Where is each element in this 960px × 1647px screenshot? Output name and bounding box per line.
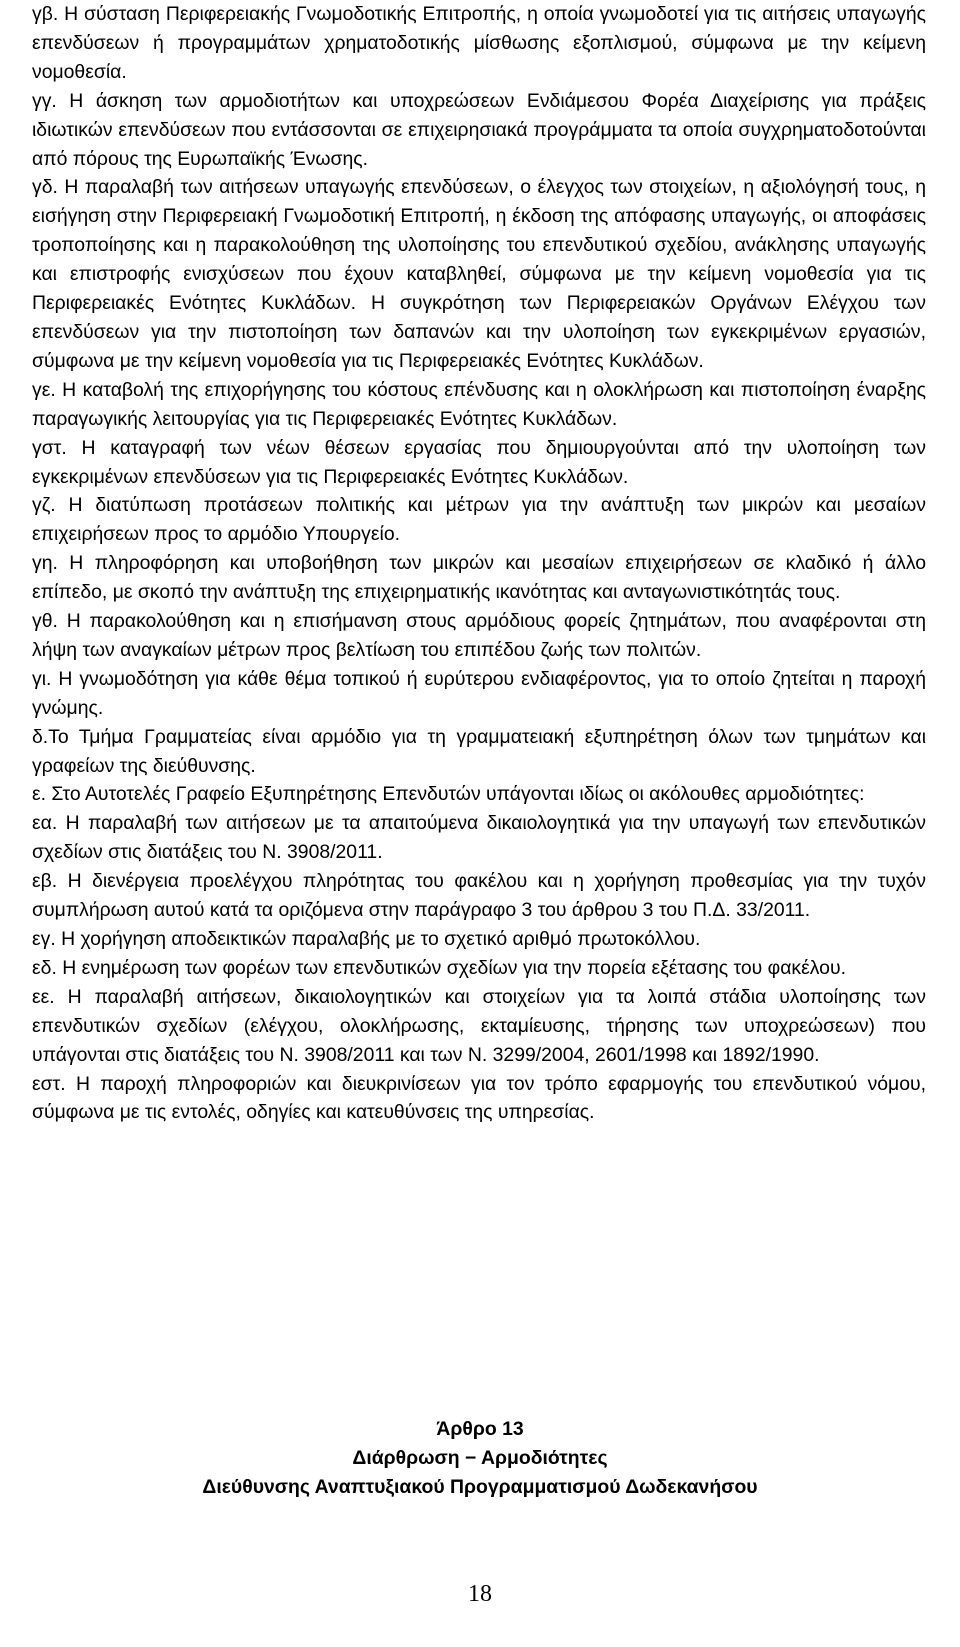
- paragraph-ed: εδ. Η ενημέρωση των φορέων των επενδυτικών σχεδίων για την πορεία εξέτασης του φακέλου.: [32, 956, 846, 979]
- paragraph-est: εστ. Η παροχή πληροφοριών και διευκρινίσεων για τον τρόπο εφαρμογής του επενδυτικού νόμου, σύμφωνα με τις εντολές, οδηγίες και κατευθύνσεις της υπηρεσίας.: [32, 1072, 926, 1124]
- article-heading: [0, 1415, 960, 1502]
- paragraph-gst: γστ. Η καταγραφή των νέων θέσεων εργασίας που δημιουργούνται από την υλοποίηση των εγκεκριμένων επενδύσεων για τις Περιφερειακές Ενότητες Κυκλάδων.: [32, 436, 926, 488]
- paragraph-ea: εα. Η παραλαβή των αιτήσεων με τα απαιτούμενα δικαιολογητικά για την υπαγωγή των επενδυτικών σχεδίων στις διατάξεις του Ν. 3908/2011.: [32, 812, 926, 864]
- paragraph-gg: γγ. Η άσκηση των αρμοδιοτήτων και υποχρεώσεων Ενδιάμεσου Φορέα Διαχείρισης για πράξεις ιδιωτικών επενδύσεων που εντάσσονται σε επιχειρησιακά προγράμματα τα οποία συγχρηματοδοτούνται από πόρους της Ευρωπαϊκής Ένωσης.: [32, 89, 926, 170]
- paragraph-gi: γι. Η γνωμοδότηση για κάθε θέμα τοπικού ή ευρύτερου ενδιαφέροντος, για το οποίο ζητείται η παροχή γνώμης.: [32, 667, 926, 719]
- paragraph-gth: γθ. Η παρακολούθηση και η επισήμανση στους αρμόδιους φορείς ζητημάτων, που αναφέρονται στη λήψη των αναγκαίων μέτρων προς βελτίωση του επιπέδου ζωής των πολιτών.: [32, 610, 926, 661]
- paragraph-gd: γδ. Η παραλαβή των αιτήσεων υπαγωγής επενδύσεων, ο έλεγχος των στοιχείων, η αξιολόγησή τους, η εισήγηση στην Περιφερειακή Γνωμοδοτική Επιτροπή, η έκδοση της απόφασης υπαγωγής, οι αποφάσεις τροποποίησης και η παρακολούθηση της υλοποίησης του επενδυτικού σχεδίου, ανάκλησης υπαγωγής και επιστροφής ενισχύσεων που έχουν καταβληθεί, σύμφωνα με την κείμενη νομοθεσία για τις Περιφερειακές Ενότητες Κυκλάδων. Η συγκρότηση των Περιφερειακών Οργάνων Ελέγχου των επενδύσεων για την πιστοποίηση των δαπανών και την υλοποίηση των εγκεκριμένων εργασιών, σύμφωνα με την κείμενη νομοθεσία για τις Περιφερειακές Ενότητες Κυκλάδων.: [32, 176, 926, 372]
- paragraph-gz: γζ. Η διατύπωση προτάσεων πολιτικής και μέτρων για την ανάπτυξη των μικρών και μεσαίων επιχειρήσεων προς το αρμόδιο Υπουργείο.: [32, 494, 926, 546]
- paragraph-e: ε. Στο Αυτοτελές Γραφείο Εξυπηρέτησης Επενδυτών υπάγονται ιδίως οι ακόλουθες αρμοδιότητες:: [32, 783, 865, 806]
- paragraph-ge: γε. Η καταβολή της επιχορήγησης του κόστους επένδυσης και η ολοκλήρωση και πιστοποίηση έναρξης παραγωγικής λειτουργίας για τις Περιφερειακές Ενότητες Κυκλάδων.: [32, 378, 926, 430]
- article-subtitle: Διεύθυνσης Αναπτυξιακού Προγραμματισμού Δωδεκανήσου: [202, 1476, 758, 1498]
- paragraph-ee: εε. Η παραλαβή αιτήσεων, δικαιολογητικών και στοιχείων για τα λοιπά στάδια υλοποίησης των επενδυτικών σχεδίων (ελέγχου, ολοκλήρωσης, εκταμίευσης, τήρησης των υποχρεώσεων) που υπάγονται στις διατάξεις του Ν. 3908/2011 και των Ν. 3299/2004, 2601/1998 και 1892/1990.: [32, 985, 926, 1066]
- body-text: [32, 0, 926, 1127]
- paragraph-d: δ.Το Τμήμα Γραμματείας είναι αρμόδιο για τη γραμματειακή εξυπηρέτηση όλων των τμημάτων και γραφείων της διεύθυνσης.: [32, 725, 926, 777]
- page-number: 18: [468, 1581, 492, 1607]
- paragraph-eb: εβ. Η διενέργεια προελέγχου πληρότητας του φακέλου και η χορήγηση προθεσμίας για την τυχόν συμπλήρωση αυτού κατά τα οριζόμενα στην παράγραφο 3 του άρθρου 3 του Π.Δ. 33/2011.: [32, 870, 926, 922]
- paragraph-gb: γβ. Η σύσταση Περιφερειακής Γνωμοδοτικής Επιτροπής, η οποία γνωμοδοτεί για τις αιτήσεις υπαγωγής επενδύσεων ή προγραμμάτων χρηματοδοτικής μίσθωσης εξοπλισμού, σύμφωνα με την κείμενη νομοθεσία.: [32, 3, 926, 83]
- article-number: Άρθρο 13: [436, 1418, 524, 1440]
- paragraph-eg: εγ. Η χορήγηση αποδεικτικών παραλαβής με το σχετικό αριθμό πρωτοκόλλου.: [32, 928, 701, 950]
- article-title: Διάρθρωση − Αρμοδιότητες: [352, 1447, 608, 1469]
- paragraph-gh: γη. Η πληροφόρηση και υποβοήθηση των μικρών και μεσαίων επιχειρήσεων σε κλαδικό ή άλλο επίπεδο, με σκοπό την ανάπτυξη της επιχειρηματικής ικανότητας και ανταγωνιστικότητάς τους.: [32, 552, 926, 604]
